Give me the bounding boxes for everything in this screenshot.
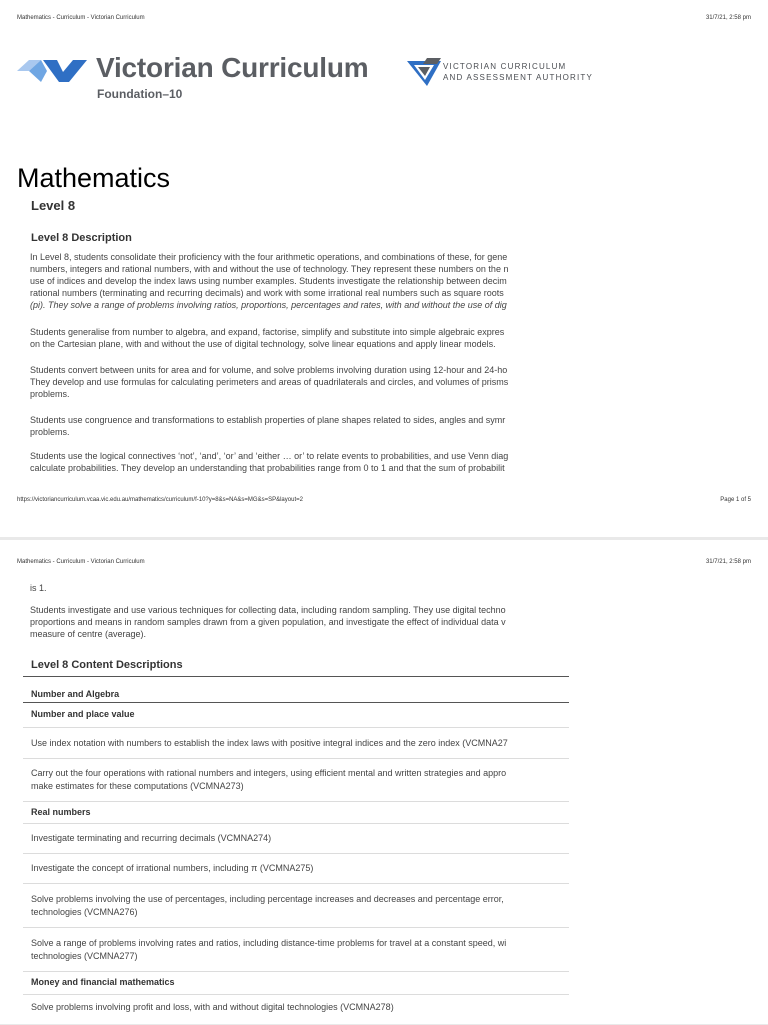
content-item-row [23,995,569,1025]
content-item: Investigate the concept of irrational numbers, including π (VCMNA275) [31,863,314,873]
brand-title: Victorian Curriculum [96,52,369,83]
content-item: Carry out the four operations with rational numbers and integers, using efficient mental and written strategies and appro [31,768,507,778]
sub-strand-row [23,703,569,727]
content-item: Use index notation with numbers to establish the index laws with positive integral indices and the zero index (VCMNA27 [31,738,508,748]
sub-strand-label: Real numbers [31,807,91,817]
level-title: Level 8 [31,198,76,213]
sub-strand-row [23,802,569,823]
sub-strand-label: Number and place value [31,709,135,719]
victorian-curriculum-logo-icon [17,58,87,84]
description-paragraph-6: Students investigate and use various techniques for collecting data, including random sampling. They use digital techno proportions and means in random samples drawn from a given population, and investigate the effect of individual data v measure of centre (average). [30,605,506,639]
content-item: Investigate terminating and recurring decimals (VCMNA274) [31,833,272,843]
strand-label: Number and Algebra [31,689,120,699]
content-item: Solve problems involving the use of percentages, including percentage increases and decreases and percentage error, [31,894,504,904]
content-item-row [23,928,569,971]
content-item-row [23,854,569,883]
level-description-heading: Level 8 Description [31,232,132,244]
sub-strand-label: Money and financial mathematics [31,977,175,987]
vcaa-line-1: VICTORIAN CURRICULUM [443,62,567,71]
content-item-continued: technologies (VCMNA276) [31,907,138,917]
description-paragraph-5-continued: is 1. [30,583,47,593]
content-item-row [23,824,569,853]
description-paragraph-5: Students use the logical connectives ‘not’, ‘and’, ‘or’ and ‘either … or’ to relate events to probabilities, and use Venn diag calculate probabilities. They develop an understanding that probabilities range from 0 to 1 and that the sum of probabilit [30,451,509,473]
sub-strand-row [23,972,569,994]
description-paragraph-3: Students convert between units for area and for volume, and solve problems involving duration using 12-hour and 24-ho They develop and use formulas for calculating perimeters and areas of quadrilaterals and circles, and volumes of prisms problems. [30,365,509,399]
print-header-datetime: 31/7/21, 2:58 pm [705,559,751,565]
content-item-row [23,884,569,927]
content-item-row [23,759,569,801]
print-header-title: Mathematics - Curriculum - Victorian Curriculum [17,559,145,565]
content-descriptions-table [23,676,569,1025]
content-item-continued: make estimates for these computations (VCMNA273) [31,781,244,791]
vcaa-wordmark [443,61,593,83]
brand-subtitle: Foundation–10 [97,87,183,101]
description-paragraph-1: In Level 8, students consolidate their proficiency with the four arithmetic operations, and combinations of these, for gene numbers, integers and rational numbers, with and without the use of technology. They represent these numbers on the n use of indices and develop the index laws using number examples. Students investigate the relationship between decim rational numbers (terminating and recurring decimals) and work with some irrational real numbers such as square roots (pi). They solve a range of problems involving ratios, proportions, percentages and rates, with and without the use of dig [30,252,509,310]
print-footer-page: Page 1 of 5 [720,497,751,503]
print-footer-url[interactable]: https://victoriancurriculum.vcaa.vic.edu.au/mathematics/curriculum/f-10?y=8&s=NA&s=MG&s=SP&layout=2 [17,497,303,503]
description-paragraph-4: Students use congruence and transformations to establish properties of plane shapes related to sides, angles and symr problems. [30,415,506,437]
content-item-continued: technologies (VCMNA277) [31,951,138,961]
content-item: Solve problems involving profit and loss, with and without digital technologies (VCMNA278) [31,1002,394,1012]
strand-row [23,677,569,702]
vcaa-line-2: AND ASSESSMENT AUTHORITY [443,73,594,82]
print-header-datetime: 31/7/21, 2:58 pm [705,15,751,21]
content-item-row [23,728,569,758]
content-item: Solve a range of problems involving rates and ratios, including distance-time problems for travel at a constant speed, wi [31,938,507,948]
content-descriptions-heading: Level 8 Content Descriptions [31,659,183,671]
print-header-title: Mathematics - Curriculum - Victorian Curriculum [17,15,145,21]
description-paragraph-2: Students generalise from number to algebra, and expand, factorise, simplify and substitute into simple algebraic expres on the Cartesian plane, with and without the use of digital technology, solve linear equations and apply linear models. [30,327,505,349]
vcaa-logo-icon [407,58,441,88]
description-body [0,250,569,480]
subject-title: Mathematics [17,163,171,193]
description-continued [0,581,569,647]
